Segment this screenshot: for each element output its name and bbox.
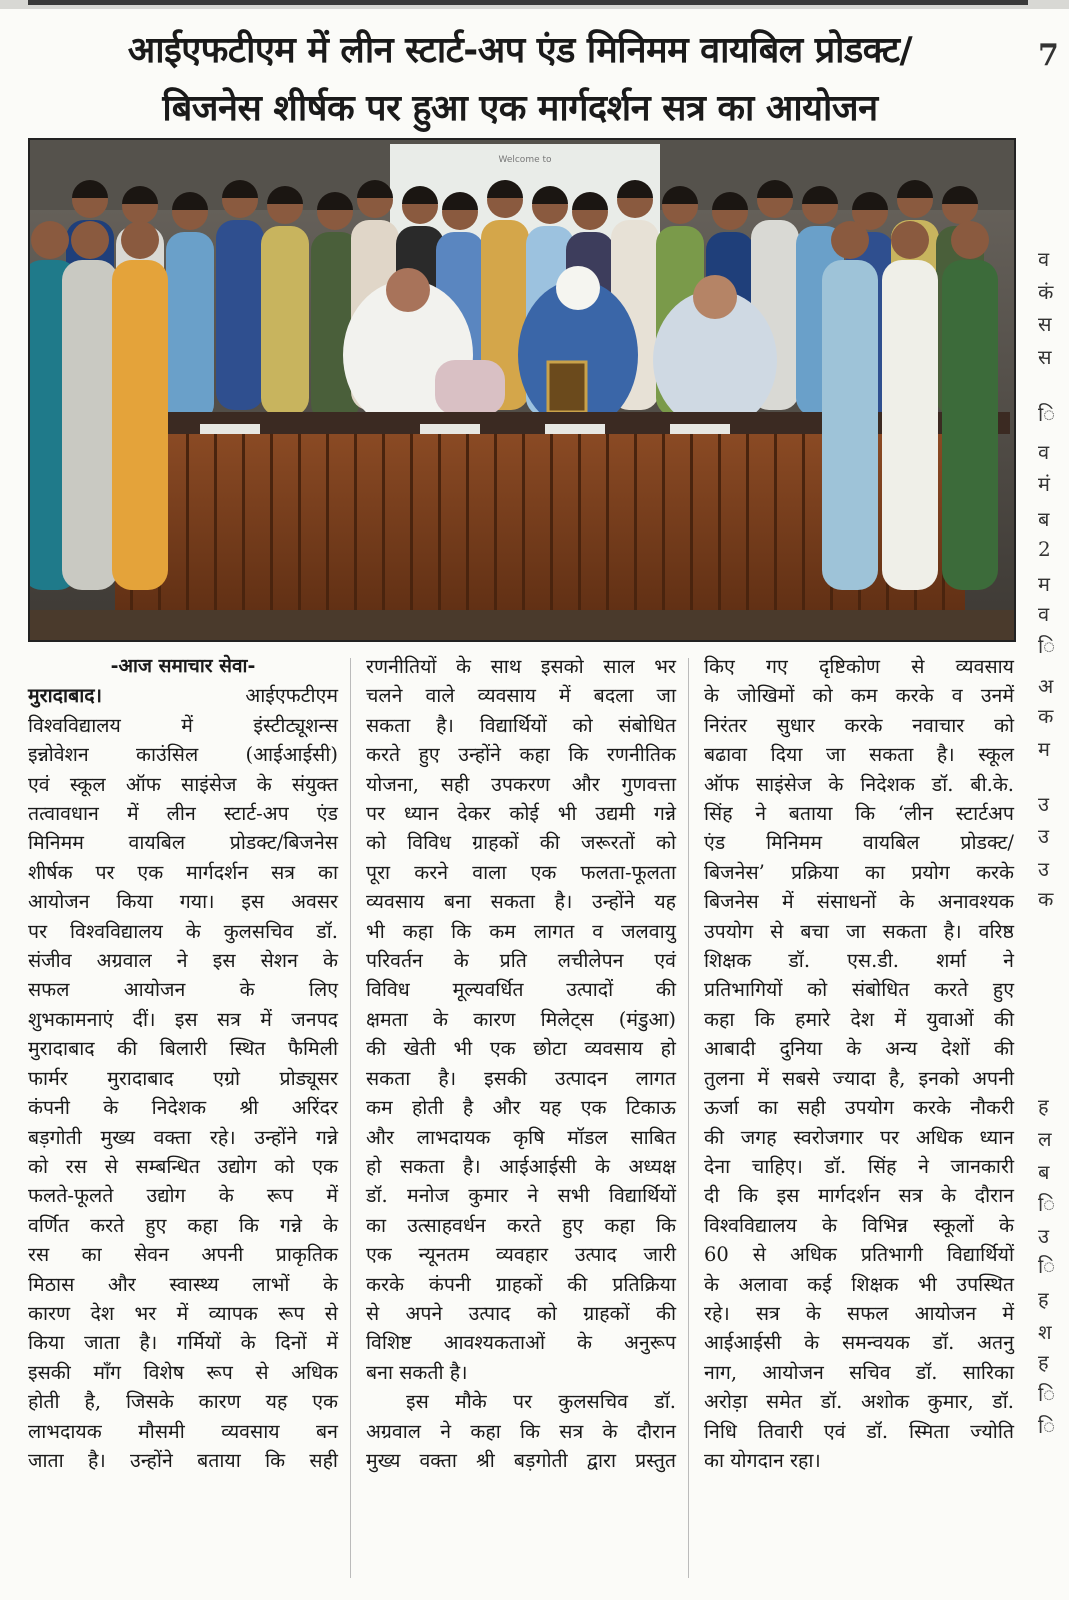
edge-fragment: म (1038, 572, 1050, 596)
edge-fragment: ल (1038, 1127, 1052, 1151)
text-line: आईएफटीएम (245, 684, 338, 708)
headline-line-1: आईएफटीएम में लीन स्टार्ट-अप एंड मिनिमम वायबिल प्रोडक्ट/ (127, 30, 913, 71)
text-line: मुख्य वक्ता श्री बड़गोती द्वारा प्रस्तुत (366, 1448, 676, 1472)
article-column-1 (28, 652, 338, 1475)
edge-fragment: उ (1038, 792, 1049, 816)
text-line: विशिष्ट आवश्यकताओं के अनुरूप (366, 1331, 676, 1355)
text-line: इसकी माँग विशेष रूप से अधिक (28, 1360, 338, 1384)
text-line: कम होती है और यह एक टिकाऊ (366, 1096, 676, 1120)
group-photo (28, 138, 1016, 642)
person-silhouette (942, 260, 998, 590)
text-line: परिवर्तन के प्रति लचीलेपन एवं (366, 949, 676, 973)
text-line: कहा कि हमारे देश में युवाओं की (704, 1007, 1014, 1031)
text-line: क्षमता के कारण मिलेट्स (मंडुआ) (366, 1007, 676, 1031)
person-silhouette (112, 260, 168, 590)
text-line: मिठास और स्वास्थ्य लाभों के (28, 1272, 338, 1296)
edge-fragment: 2 (1038, 537, 1051, 561)
text-line: की खेती भी एक छोटा व्यवसाय हो (366, 1037, 676, 1061)
headline (0, 22, 1040, 138)
text-line: होती है, जिसके कारण यह एक (28, 1390, 338, 1414)
text-line: निधि तिवारी एवं डॉ. स्मिता ज्योति (704, 1419, 1014, 1443)
edge-fragment: कं (1038, 280, 1054, 304)
text-line: करते हुए उन्होंने कहा कि रणनीतिक (366, 743, 676, 767)
edge-fragment: उ (1038, 824, 1049, 848)
text-line: तुलना में सबसे ज्यादा है, इनको अपनी (704, 1066, 1014, 1090)
text-line: व्यवसाय बना सकता है। उन्होंने यह (366, 890, 676, 914)
text-line: जाता है। उन्होंने बताया कि सही (28, 1448, 338, 1472)
text-line: चलने वाले व्यवसाय में बदला जा (366, 684, 676, 708)
text-line: शीर्षक पर एक मार्गदर्शन सत्र का (28, 860, 338, 884)
adjacent-article-edge (1032, 0, 1069, 1600)
text-line: बिजनेस में संसाधनों के अनावश्यक (704, 890, 1014, 914)
text-line: पूरा करने वाला एक फलता-फूलता (366, 860, 676, 884)
text-line: शुभकामनाएं दीं। इस सत्र में जनपद (28, 1007, 338, 1031)
text-line: सकता है। इसकी उत्पादन लागत (366, 1066, 676, 1090)
text-line: बिजनेस’ प्रक्रिया का प्रयोग करके (704, 860, 1014, 884)
edge-fragment: उ (1038, 857, 1049, 881)
edge-fragment: ह (1038, 1094, 1049, 1118)
article-body (28, 652, 1020, 1600)
seated-guests (343, 266, 777, 430)
text-line: रणनीतियों के साथ इसको साल भर (366, 655, 676, 678)
text-line: विश्वविद्यालय के विभिन्न स्कूलों के (704, 1213, 1014, 1237)
text-line: अरोड़ा समेत डॉ. अशोक कुमार, डॉ. (704, 1390, 1014, 1414)
text-line: एक न्यूनतम व्यवहार उत्पाद जारी (366, 1243, 676, 1267)
text-line: हो सकता है। आईआईसी के अध्यक्ष (366, 1154, 676, 1178)
headline-line-2: बिजनेस शीर्षक पर हुआ एक मार्गदर्शन सत्र का आयोजन (162, 88, 878, 129)
text-line: 60 से अधिक प्रतिभागी विद्यार्थियों (704, 1243, 1014, 1267)
text-line: इस मौके पर कुलसचिव डॉ. (406, 1390, 676, 1414)
edge-fragment: व (1038, 602, 1050, 626)
text-line: का उत्साहवर्धन करते हुए कहा कि (366, 1213, 676, 1237)
person-silhouette (822, 260, 878, 590)
text-line: मुरादाबाद की बिलारी स्थित फैमिली (28, 1037, 338, 1061)
person-silhouette (882, 260, 938, 590)
text-line: प्रतिभागियों को संबोधित करते हुए (704, 978, 1014, 1002)
text-line: वर्णित करते हुए कहा कि गन्ने के (28, 1213, 338, 1237)
text-line: आबादी दुनिया के अन्य देशों की (704, 1037, 1014, 1061)
text-line: फलते-फूलते उद्योग के रूप में (28, 1184, 338, 1208)
text-line: सकता है। विद्यार्थियों को संबोधित (366, 713, 676, 737)
text-line (28, 681, 338, 710)
edge-fragment: क (1038, 887, 1054, 911)
text-line: के जोखिमों को कम करके व उनमें (704, 684, 1014, 708)
edge-fragment: ि (1038, 1254, 1056, 1278)
article-column-2 (366, 652, 676, 1475)
edge-fragment: ि (1038, 1382, 1056, 1406)
text-line: इन्नोवेशन काउंसिल (आईआईसी) (28, 743, 338, 767)
top-rule (0, 0, 1069, 9)
screen-board-text: Welcome to (498, 155, 552, 165)
text-line: फार्मर मुरादाबाद एग्रो प्रोड्यूसर (28, 1066, 338, 1090)
text-line: योजना, सही उपकरण और गुणवत्ता (366, 772, 676, 796)
edge-fragment: ब (1038, 507, 1050, 531)
edge-fragment: व (1038, 247, 1050, 271)
person-head (71, 221, 109, 259)
text-line: उपयोग से बचा जा सकता है। वरिष्ठ (704, 919, 1014, 943)
column-divider (688, 658, 689, 1578)
text-line: की जगह स्वरोजगार पर अधिक ध्यान (704, 1125, 1014, 1149)
text-line: कारण देश भर में व्यापक रूप से (28, 1301, 338, 1325)
person-head (31, 221, 69, 259)
text-line: दी कि इस मार्गदर्शन सत्र के दौरान (704, 1184, 1014, 1208)
text-line: शिक्षक डॉ. एस.डी. शर्मा ने (704, 949, 1014, 973)
text-line: किया जाता है। गर्मियों के दिनों में (28, 1331, 338, 1355)
text-line: को रस से सम्बन्धित उद्योग को एक (28, 1154, 338, 1178)
edge-fragment: 7 (1038, 38, 1059, 73)
text-line: एंड मिनिमम वायबिल प्रोडक्ट/ (704, 831, 1014, 855)
person-silhouette (216, 220, 264, 410)
news-credit: -आज समाचार सेवा- (110, 655, 256, 677)
edge-fragment: ह (1038, 1287, 1049, 1311)
text-line: बना सकती है। (366, 1360, 468, 1384)
person-head (891, 221, 929, 259)
person-silhouette (166, 232, 214, 422)
text-line: विविध मूल्यवर्धित उत्पादों की (366, 978, 676, 1002)
text-line: ऊर्जा का सही उपयोग करके नौकरी (704, 1096, 1014, 1120)
text-line: को विविध ग्राहकों की जरूरतों को (366, 831, 676, 855)
text-line: ऑफ साइंसेज के निदेशक डॉ. बी.के. (704, 772, 1014, 796)
text-line: संजीव अग्रवाल ने इस सेशन के (28, 949, 338, 973)
text-line: आईआईसी के समन्वयक डॉ. अतनु (704, 1331, 1014, 1355)
text-line: भी कहा कि कम लागत व जलवायु (366, 919, 676, 943)
text-line: डॉ. मनोज कुमार ने सभी विद्यार्थियों (366, 1184, 676, 1208)
text-line: रहे। सत्र के सफल आयोजन में (704, 1301, 1014, 1325)
person-head (951, 221, 989, 259)
text-line: आयोजन किया गया। इस अवसर (28, 890, 338, 914)
text-line: एवं स्कूल ऑफ साइंसेज के संयुक्त (28, 772, 338, 796)
edge-fragment: उ (1038, 1224, 1049, 1248)
edge-fragment: अ (1038, 674, 1054, 698)
person-silhouette (62, 260, 118, 590)
person-head (121, 221, 159, 259)
edge-fragment: स (1038, 345, 1052, 369)
column-divider (350, 658, 351, 1578)
text-line: विश्वविद्यालय में इंस्टीट्यूशन्स (28, 713, 338, 737)
person-silhouette (261, 226, 309, 416)
edge-fragment: ि (1038, 402, 1056, 426)
text-line: से अपने उत्पाद को ग्राहकों की (366, 1301, 676, 1325)
person-head (831, 221, 869, 259)
text-line: पर विश्वविद्यालय के कुलसचिव डॉ. (28, 919, 338, 943)
text-line: का योगदान रहा। (704, 1448, 821, 1472)
text-line: सफल आयोजन के लिए (28, 978, 338, 1002)
text-line: निरंतर सुधार करके नवाचार को (704, 713, 1014, 737)
text-line: रस का सेवन अपनी प्राकृतिक (28, 1243, 338, 1267)
edge-fragment: व (1038, 440, 1050, 464)
text-line: नाग, आयोजन सचिव डॉ. सारिका (704, 1360, 1014, 1384)
edge-fragment: ि (1038, 1192, 1056, 1216)
edge-fragment: ि (1038, 1414, 1056, 1438)
text-line: देना चाहिए। डॉ. सिंह ने जानकारी (704, 1154, 1014, 1178)
dateline: मुरादाबाद। (28, 684, 103, 708)
article-column-3 (704, 652, 1014, 1475)
edge-fragment: श (1038, 1320, 1052, 1344)
text-line: और लाभदायक कृषि मॉडल साबित (366, 1125, 676, 1149)
text-line: किए गए दृष्टिकोण से व्यवसाय (704, 655, 1014, 678)
text-line: बड़गोती मुख्य वक्ता रहे। उन्होंने गन्ने (28, 1125, 338, 1149)
edge-fragment: मं (1038, 472, 1050, 496)
text-line: अग्रवाल ने कहा कि सत्र के दौरान (366, 1419, 676, 1443)
text-line: पर ध्यान देकर कोई भी उद्यमी गन्ने (366, 802, 676, 826)
text-line: लाभदायक मौसमी व्यवसाय बन (28, 1419, 338, 1443)
text-line: करके कंपनी ग्राहकों की प्रतिक्रिया (366, 1272, 676, 1296)
text-line: सिंह ने बताया कि ‘लीन स्टार्टअप (704, 802, 1014, 826)
edge-fragment: क (1038, 704, 1054, 728)
edge-fragment: ह (1038, 1350, 1049, 1374)
edge-fragment: ब (1038, 1160, 1050, 1184)
text-line: कंपनी के निदेशक श्री अरिंदर (28, 1096, 338, 1120)
text-line: तत्वावधान में लीन स्टार्ट-अप एंड (28, 802, 338, 826)
text-line: के अलावा कई शिक्षक भी उपस्थित (704, 1272, 1014, 1296)
text-line: मिनिमम वायबिल प्रोडक्ट/बिजनेस (28, 831, 338, 855)
text-line: बढावा दिया जा सकता है। स्कूल (704, 743, 1014, 767)
edge-fragment: म (1038, 737, 1050, 761)
edge-fragment: ि (1038, 634, 1056, 658)
edge-fragment: स (1038, 312, 1052, 336)
